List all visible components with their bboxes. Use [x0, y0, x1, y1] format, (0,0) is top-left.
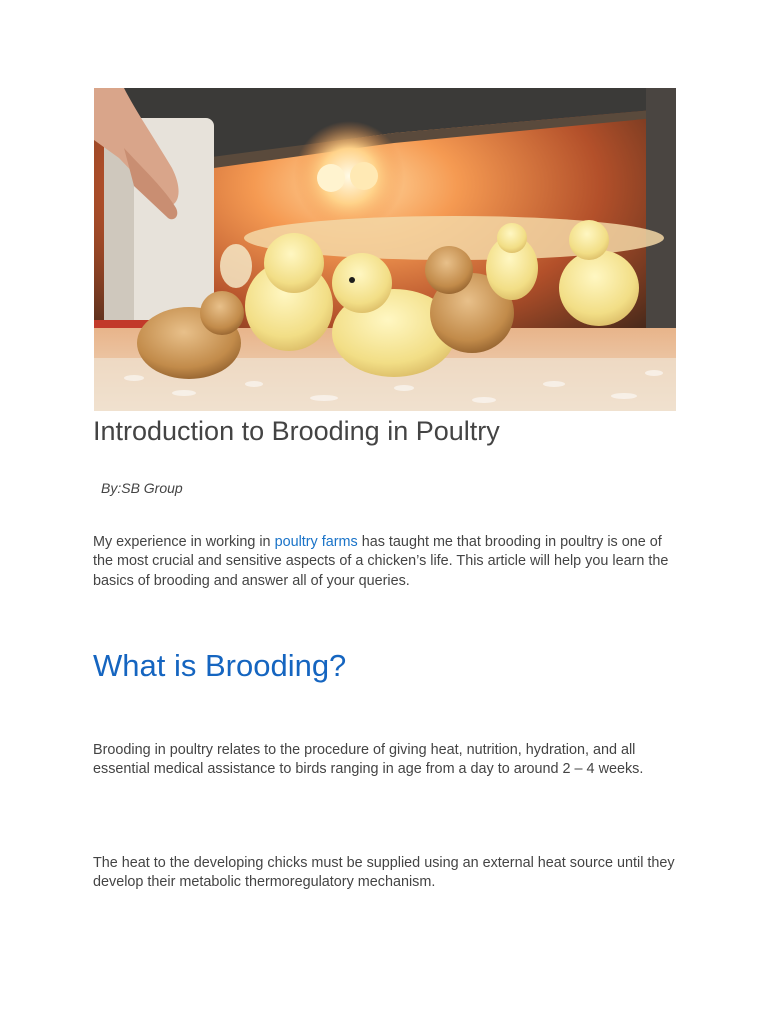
- chicks-photo: [94, 88, 676, 411]
- article-title: Introduction to Brooding in Poultry: [93, 416, 500, 446]
- section-heading: What is Brooding?: [93, 648, 347, 683]
- intro-paragraph: [93, 533, 683, 591]
- intro-text-after-link: has taught me that brooding in poultry is one of the most crucial and sensitive aspects of a chicken’s life. This article will help you learn the basics of brooding and answer all of your queries.: [93, 534, 669, 589]
- definition-paragraph: Brooding in poultry relates to the procedure of giving heat, nutrition, hydration, and all essential medical assistance to birds ranging in age from a day to around 2 – 4 weeks.: [93, 742, 644, 778]
- hero-image: [94, 88, 676, 411]
- poultry-farms-link[interactable]: poultry farms: [274, 534, 358, 550]
- heat-paragraph: The heat to the developing chicks must be supplied using an external heat source until they develop their metabolic thermoregulatory mechanism.: [93, 855, 675, 891]
- intro-text-before-link: My experience in working in: [93, 534, 275, 550]
- byline: By:SB Group: [101, 480, 183, 496]
